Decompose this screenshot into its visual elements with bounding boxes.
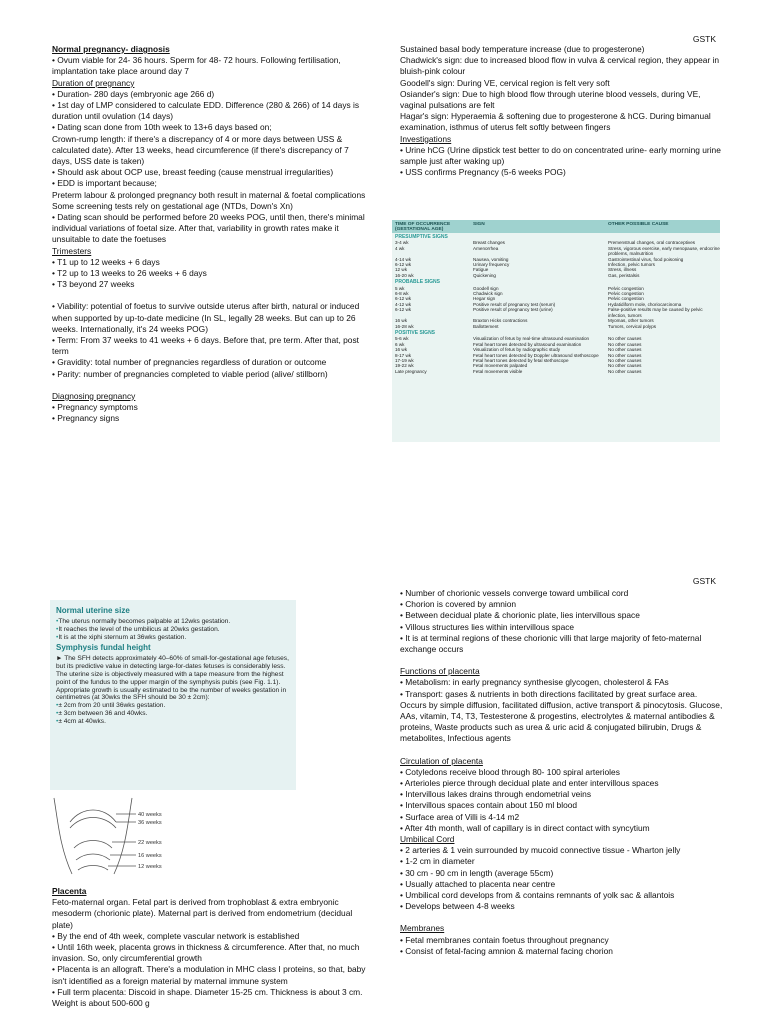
- label-36-weeks: 36 weeks: [138, 820, 162, 826]
- label-22-weeks: 22 weeks: [138, 840, 162, 846]
- text-line: • Develops between 4-8 weeks: [400, 901, 515, 912]
- left-column: [52, 886, 370, 1009]
- table-cell: Quickening: [473, 272, 496, 278]
- text-line: • Surface area of Villi is 4-14 m2: [400, 811, 520, 822]
- table-cell: 4-14 wk: [395, 256, 412, 262]
- text-line: • Chorion is covered by amnion: [400, 599, 517, 610]
- table-cell: Stress, vigorous exercise, early menopause, endocrine problems, malnutrition: [608, 245, 720, 257]
- table-cell: Braxton Hicks contractions: [473, 318, 528, 324]
- table-body: [392, 233, 720, 374]
- table-cell: Fetal heart tones detected by fetal stethoscope: [473, 357, 569, 363]
- table-row: [392, 273, 720, 278]
- text-line: • Between decidual plate & chorionic plate, lies intervillous space: [400, 610, 640, 621]
- box-bullet: • ± 2cm from 20 until 36wks gestation.: [56, 702, 290, 710]
- text-line: • Duration- 280 days (embryonic age 266 d): [52, 88, 215, 99]
- table-cell: Fetal heart tones detected by Doppler ultrasound stethoscope: [473, 352, 599, 358]
- fundus-22: [74, 841, 112, 849]
- text-line: • T2 up to 13 weeks to 26 weeks + 6 days: [52, 268, 207, 279]
- box-bullet: • ± 4cm at 40wks.: [56, 718, 290, 726]
- table-cell: Breast changes: [473, 240, 505, 246]
- table-cell: 6-12 wk: [395, 296, 412, 302]
- text-line: • Ovum viable for 24- 36 hours. Sperm for 48- 72 hours. Following fertilisation, implantation take place around day 7: [52, 55, 341, 77]
- text-line: • Placenta is an allograft. There's a modulation in MHC class I proteins, so that, baby isn't identified as a foreign material by maternal immune system: [52, 964, 366, 986]
- spacer: [52, 380, 368, 391]
- table-cell: Pelvic congestion: [608, 285, 644, 291]
- table-cell: 3-4 wk: [395, 240, 409, 246]
- table-cell: No other causes: [608, 347, 642, 353]
- table-cell: 4-12 wk: [395, 301, 412, 307]
- table-cell: False-positive results may be caused by pelvic infection, tumors: [608, 307, 703, 318]
- text-line: Circulation of placenta: [400, 755, 483, 766]
- table-cell: 16 wk: [395, 318, 408, 324]
- box-subtitle: Symphysis fundal height: [56, 643, 151, 653]
- table-cell: 4 wk: [395, 245, 405, 251]
- fundus-16: [76, 854, 110, 860]
- table-section-title: POSITIVE SIGNS: [395, 329, 436, 336]
- table-row: [392, 246, 720, 257]
- text-line: • After 4th month, wall of capillary is in direct contact with syncytium: [400, 822, 650, 833]
- table-cell: Goodell sign: [473, 285, 499, 291]
- table-cell: Late pregnancy: [395, 368, 427, 374]
- table-cell: Urinary frequency: [473, 262, 510, 268]
- text-line: • Umbilical cord develops from & contains remnants of yolk sac & allantois: [400, 890, 675, 901]
- table-cell: Hydatidiform mole, choriocarcinoma: [608, 301, 682, 307]
- text-line: Trimesters: [52, 245, 92, 256]
- text-line: • T3 beyond 27 weeks: [52, 279, 135, 290]
- table-cell: 12 wk: [395, 267, 408, 273]
- pregnancy-signs-table: [392, 220, 720, 442]
- page-header: GSTK: [692, 576, 716, 586]
- text-line: Some screening tests rely on gestational age (NTDs, Down's Xn): [52, 200, 293, 211]
- table-cell: No other causes: [608, 336, 642, 342]
- table-cell: 8-17 wk: [395, 352, 412, 358]
- text-line: • Full term placenta: Discoid in shape. Diameter 15-25 cm. Thickness is about 3 cm. Weight is about 500-600 g: [52, 986, 363, 1009]
- table-cell: Tumors, cervical polyps: [608, 323, 657, 329]
- text-line: Functions of placenta: [400, 666, 480, 677]
- table-cell: Amenorrhea: [473, 245, 499, 251]
- box-paragraph: ► The SFH detects approximately 40–60% of small-for-gestational age fetuses, but its predictive value in detecting large-for-dates fetuses is considerably less. The uterine size is objectively measured with a tape measure from the highest point of the fundus to the upper margin of the symphysis pubis (see Fig. 1.1). Appropriate growth is usually estimated to be the number of weeks gestation in centimetres (at 30wks the SFH should be 30 ± 2cm):: [56, 655, 289, 702]
- table-cell: Pelvic congestion: [608, 291, 644, 297]
- table-cell: Gastrointestinal virus, food poisoning: [608, 256, 684, 262]
- right-column: [400, 588, 724, 957]
- box-bullet: • It is at the xiphi sternum at 36wks gestation.: [56, 634, 290, 642]
- table-cell: 17-19 wk: [395, 357, 414, 363]
- label-16-weeks: 16 weeks: [138, 853, 162, 859]
- text-line: Preterm labour & prolonged pregnancy both result in maternal & foetal complications: [52, 189, 366, 200]
- table-cell: No other causes: [608, 357, 642, 363]
- text-line: • Intervillous spaces contain about 150 ml blood: [400, 800, 578, 811]
- table-cell: Myomas, other tumors: [608, 318, 654, 324]
- text-line: • Dating scan should be performed before 20 weeks POG, until then, there's minimal individual variations of foetal size. After that, variability in growth rates make it unsuitable to date the foetuses: [52, 212, 365, 245]
- table-cell: 19-22 wk: [395, 363, 414, 369]
- spacer: [400, 745, 724, 756]
- label-12-weeks: 12 weeks: [138, 864, 162, 870]
- text-line: • 1st day of LMP considered to calculate EDD. Difference (280 & 266) of 14 days is duration until ovulation (14 days): [52, 100, 360, 122]
- table-cell: Pelvic congestion: [608, 296, 644, 302]
- table-cell: Visualization of fetus by real-time ultrasound examination: [473, 336, 590, 342]
- text-line: • Intervillous lakes drains through endometrial veins: [400, 789, 592, 800]
- text-line: • Transport: gases & nutrients in both directions facilitated by great surface area. Occurs by simple diffusion, facilitated diffusion, active transport & pinocytosis. Glucose, AAs, vitamin, T4, T3, Testesterone & progestins, electrolytes & maternal antibodies & proteins, Waste products such as urea & uric acid & conjugated bilirubin, Drugs & metabolites, Infectious agents: [400, 688, 723, 744]
- table-header: [392, 220, 720, 233]
- table-cell: No other causes: [608, 363, 642, 369]
- table-cell: Positive result of pregnancy test (serum): [473, 301, 556, 307]
- table-cell: 6 wk: [395, 341, 405, 347]
- table-cell: Visualization of fetus by radiographic study: [473, 347, 560, 353]
- table-cell: Ballottement: [473, 323, 499, 329]
- text-line: • EDD is important because;: [52, 178, 157, 189]
- table-cell: 16-28 wk: [395, 323, 414, 329]
- box-bullet: • ± 3cm between 36 and 40wks.: [56, 710, 290, 718]
- box-title: Normal uterine size: [56, 606, 130, 615]
- text-line: Duration of pregnancy: [52, 77, 135, 88]
- header-cause: OTHER POSSIBLE CAUSE: [608, 222, 669, 227]
- fundus-12: [78, 866, 108, 871]
- page-header: GSTK: [692, 34, 716, 44]
- text-line: • Number of chorionic vessels converge toward umbilical cord: [400, 588, 629, 598]
- text-line: • Fetal membranes contain foetus throughout pregnancy: [400, 934, 609, 945]
- text-line: • Pregnancy signs: [52, 413, 120, 424]
- text-line: • 2 arteries & 1 vein surrounded by mucoid connective tissue - Wharton jelly: [400, 845, 681, 856]
- spacer: [52, 290, 368, 301]
- text-line: • It is at terminal regions of these chorionic villi that large majority of feto-maternal exchange occurs: [400, 632, 702, 655]
- box-bullet: • It reaches the level of the umbilicus at 20wks gestation.: [56, 626, 290, 634]
- text-line: • By the end of 4th week, complete vascular network is established: [52, 930, 300, 941]
- text-line: • Dating scan done from 10th week to 13+6 days based on;: [52, 122, 272, 133]
- text-line: • Metabolism: in early pregnancy synthesise glycogen, cholesterol & FAs: [400, 677, 669, 688]
- spacer: [400, 912, 724, 923]
- table-cell: 5-6 wk: [395, 336, 409, 342]
- text-line: • Viability: potential of foetus to survive outside uterus after birth, natural or induced when supported by up-to-date medicine (In SL, legally 28 weeks. But can up to 26 weeks. Internationally, it's 24 weeks POG): [52, 301, 360, 334]
- body-outline-right: [114, 798, 132, 874]
- header-sign: SIGN: [473, 222, 485, 227]
- table-cell: Gas, peristalsis: [608, 272, 640, 278]
- text-line: • Pregnancy symptoms: [52, 402, 138, 413]
- table-cell: No other causes: [608, 368, 642, 374]
- table-row: [392, 307, 720, 318]
- text-line: • T1 up to 12 weeks + 6 days: [52, 256, 160, 267]
- text-line: • Villous structures lies within intervillous space: [400, 621, 575, 632]
- text-line: Umbilical Cord: [400, 834, 455, 845]
- text-line: • Usually attached to placenta near centre: [400, 878, 556, 889]
- uterine-size-box: [50, 600, 296, 790]
- header-time: TIME OF OCCURRENCE (GESTATIONAL AGE): [395, 222, 451, 233]
- text-line: Chadwick's sign: due to increased blood flow in vulva & cervical region, they appear in bluish-pink colour: [400, 55, 720, 77]
- table-cell: 16 wk: [395, 347, 408, 353]
- text-line: • Gravidity: total number of pregnancies regardless of duration or outcome: [52, 357, 327, 368]
- table-cell: Stress, illness: [608, 267, 637, 273]
- table-cell: Infection, pelvic tumors: [608, 262, 655, 268]
- table-cell: Premenstrual changes, oral contraceptives: [608, 240, 696, 246]
- text-line: Diagnosing pregnancy: [52, 390, 136, 401]
- text-line: • Consist of fetal-facing amnion & maternal facing chorion: [400, 945, 613, 956]
- text-line: Crown-rump length: if there's a discrepancy of 4 or more days between USS & calculated date). After 13 weeks, head circumference (if there's discrepancy of 7 days, USS date is taken): [52, 133, 349, 167]
- text-line: • Until 16th week, placenta grows in thickness & circumference. After that, no much invasion. So, only circumferential growth: [52, 942, 360, 964]
- text-line: • Term: From 37 weeks to 41 weeks + 6 days. Before that, pre term. After that, post term: [52, 335, 359, 357]
- text-line: • Parity: number of pregnancies completed to viable period (alive/ stillborn): [52, 368, 328, 379]
- table-cell: No other causes: [608, 352, 642, 358]
- table-cell: No other causes: [608, 341, 642, 347]
- table-cell: 6-12 wk: [395, 262, 412, 268]
- table-cell: Chadwick sign: [473, 291, 503, 297]
- text-line: Goodell's sign: During VE, cervical region is felt very soft: [400, 77, 610, 88]
- table-cell: Fetal movements palpated: [473, 363, 528, 369]
- right-column: [400, 44, 722, 178]
- text-line: • 30 cm - 90 cm in length (average 55cm): [400, 867, 554, 878]
- text-line: Membranes: [400, 923, 445, 934]
- text-line: Normal pregnancy- diagnosis: [52, 44, 170, 54]
- text-line: • Cotyledons receive blood through 80- 100 spiral arterioles: [400, 766, 620, 777]
- fundus-40: [70, 810, 116, 822]
- table-cell: Hegar sign: [473, 296, 496, 302]
- body-outline-left: [54, 798, 72, 874]
- page-2: [0, 512, 768, 1024]
- text-line: Feto-maternal organ. Fetal part is derived from trophoblast & extra embryonic mesoderm (chorionic plate). Maternal part is derived from endometrium (decidual plate): [52, 897, 353, 930]
- text-line: • Should ask about OCP use, breast feeding (cause menstrual irregularities): [52, 167, 334, 178]
- table-cell: Positive result of pregnancy test (urine): [473, 307, 553, 313]
- table-cell: 6-12 wk: [395, 307, 412, 313]
- table-row: [392, 369, 720, 374]
- spacer: [400, 655, 724, 666]
- fundal-height-figure: [52, 792, 182, 880]
- text-line: Hagar's sign: Hyperaemia & softening due to progesterone & hCG. During bimanual examination, isthmus of uterus felt softly between fingers: [400, 111, 711, 133]
- table-cell: Fatigue: [473, 267, 489, 273]
- table-cell: 6-8 wk: [395, 291, 409, 297]
- fundus-36: [70, 818, 116, 829]
- table-cell: Nausea, vomiting: [473, 256, 509, 262]
- table-cell: 16-20 wk: [395, 272, 414, 278]
- text-line: Osiander's sign: Due to high blood flow through uterine blood vessels, during VE, vaginal pulsations are felt: [400, 88, 701, 111]
- text-line: Investigations: [400, 133, 452, 144]
- text-line: Placenta: [52, 886, 87, 896]
- box-bullet: • The uterus normally becomes palpable at 12wks gestation.: [56, 618, 290, 626]
- table-cell: Fetal movements visible: [473, 368, 523, 374]
- text-line: • Arterioles pierce through decidual plate and enter intervillous spaces: [400, 778, 659, 789]
- table-section-title: PRESUMPTIVE SIGNS: [395, 234, 448, 240]
- table-section-title: PROBABLE SIGNS: [395, 279, 441, 286]
- text-line: • USS confirms Pregnancy (5-6 weeks POG): [400, 167, 566, 178]
- text-line: Sustained basal body temperature increase (due to progesterone): [400, 44, 645, 54]
- text-line: • Urine hCG (Urine dipstick test better to do on concentrated urine- early morning urine sample just after waking up): [400, 144, 721, 167]
- table-cell: Fetal heart tones detected by ultrasound examination: [473, 341, 582, 347]
- left-column: [52, 44, 368, 425]
- table-cell: 5 wk: [395, 285, 405, 291]
- text-line: • 1-2 cm in diameter: [400, 856, 475, 867]
- label-40-weeks: 40 weeks: [138, 812, 162, 818]
- table-row: [392, 324, 720, 329]
